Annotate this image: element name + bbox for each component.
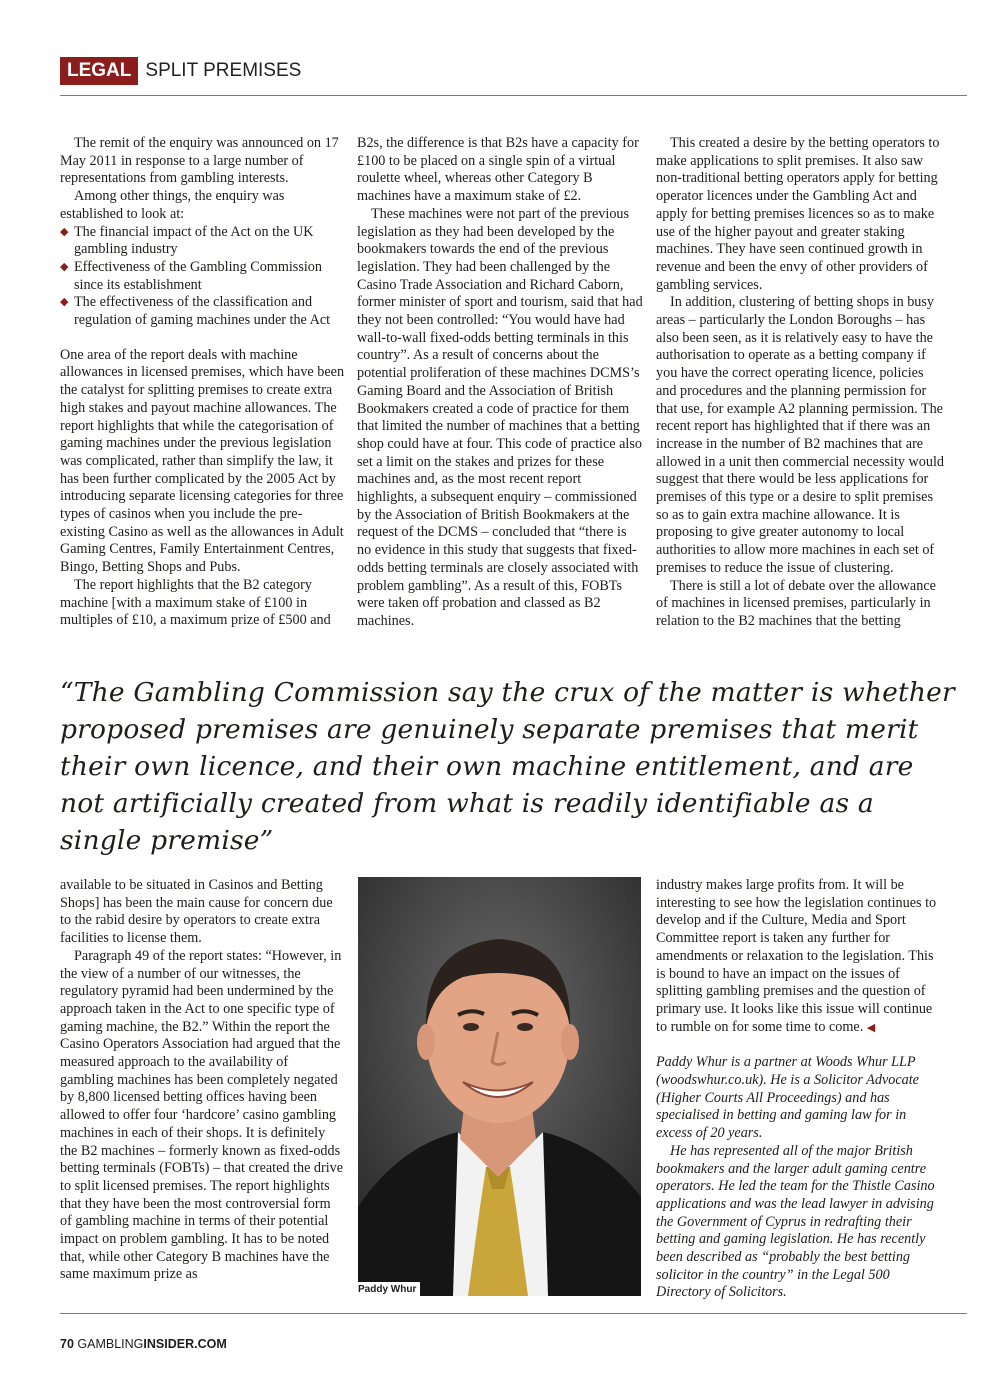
- article-column-4: [60, 877, 344, 1284]
- article-column-3: [656, 135, 946, 631]
- diamond-bullet-icon: ◆: [60, 260, 69, 273]
- paragraph: The report highlights that the B2 category machine [with a maximum stake of £100 in multiples of £10, a maximum prize of £500 and: [60, 576, 331, 629]
- paragraph: Paragraph 49 of the report states: “However, in the view of a number of our witnesses, the regulatory pyramid had been undermined by the approach taken in the Act to one specific type of gaming machine, the B2.” Within the report the Casino Operators Association had argued that the measured approach to the availability of gambling machines has been completely negated by 8,800 licensed betting offices having been allowed to offer four ‘hardcore’ casino gambling machines in each of their shops. It is definitely the B2 machines – formerly known as fixed-odds betting terminals (FOBTs) – that created the drive to split licensed premises. The report highlights that they have been the most controversial form of gambling machine in terms of their potential impact on problem gambling. It has to be noted that, while other Category B machines have the same maximum prize as: [60, 947, 344, 1283]
- diamond-bullet-icon: ◆: [60, 225, 69, 238]
- paragraph: industry makes large profits from. It will be interesting to see how the legislation continues to develop and if the Culture, Media and Sport Committee report is taken any further for amendments or relaxation to the legislation. This is bound to have an impact on the issues of splitting gambling premises and the question of primary use. It looks like this issue will continue to rumble on for some time to come. ◀: [656, 877, 937, 1035]
- paragraph: In addition, clustering of betting shops in busy areas – particularly the London Boroughs – has also been seen, as it is relatively easy to have the authorisation to operate as a betting company if you have the correct operating licence, policies and procedures and the planning permission for that use, for example A2 planning permission. The recent report has highlighted that if there was an increase in the number of B2 machines that are allowed in a unit then commercial necessity would suggest that there would be less applications for premises of this type or a desire to split premises so as to gain extra machine allowance. It is proposing to give greater autonomy to local authorities to allow more machines in each set of premises to reduce the issue of clustering.: [656, 294, 945, 576]
- portrait-illustration: [358, 877, 641, 1296]
- article-column-2: [357, 135, 644, 631]
- header-rule: [60, 95, 967, 96]
- section-title: SPLIT PREMISES: [145, 60, 302, 81]
- section-tag: LEGAL: [60, 57, 138, 85]
- bullet-list: [60, 224, 346, 330]
- paragraph: available to be situated in Casinos and Betting Shops] has been the main cause for concern due to the rabid desire by operators to create extra facilities to license them.: [60, 877, 333, 947]
- photo-caption: Paddy Whur: [358, 1282, 420, 1296]
- list-item: ◆ The effectiveness of the classification and regulation of gaming machines under the Act: [60, 294, 331, 329]
- pull-quote: “The Gambling Commission say the crux of the matter is whether proposed premises are genuinely separate premises that merit their own licence, and their own machine entitlement, and are not artificially created from what is readily identifiable as a single premise”: [60, 677, 955, 856]
- page-footer: [60, 1337, 227, 1351]
- author-photo: [358, 877, 641, 1296]
- publication-name: GAMBLINGINSIDER.COM: [77, 1337, 227, 1351]
- footer-rule: [60, 1313, 967, 1314]
- paragraph: B2s, the difference is that B2s have a capacity for £100 to be placed on a single spin of a virtual roulette wheel, whereas other Category B machines have a maximum stake of £2.: [357, 135, 639, 205]
- page-number: 70: [60, 1337, 74, 1351]
- list-item: ◆ Effectiveness of the Gambling Commission since its establishment: [60, 258, 322, 293]
- page-header: [60, 57, 301, 85]
- list-item: ◆ The financial impact of the Act on the UK gambling industry: [60, 223, 314, 258]
- paragraph: This created a desire by the betting operators to make applications to split premises. It also saw non-traditional betting operators apply for betting operator licences under the Gambling Act and apply for betting premises licences so as to make use of the higher payout and greater staking machines. They have seen continued growth in revenue and been the envy of other providers of gambling services.: [656, 135, 940, 293]
- paragraph: These machines were not part of the previous legislation as they had been developed by the bookmakers towards the end of the previous legislation. They had been challenged by the Casino Trade Association and Richard Caborn, former minister of sport and tourism, said that had they not been controlled: “You would have had wall-to-wall fixed-odds betting terminals in this country”. As a result of concerns about the potential proliferation of these machines DCMS’s Gaming Board and the Association of British Bookmakers created a code of practice for them that limited the number of machines that a betting shop could have at four. This code of practice also set a limit on the stakes and prizes for these machines and, as the most recent report highlights, a subsequent enquiry – commissioned by the Association of British Bookmakers at the request of the DCMS – concluded that “there is no evidence in this study that suggests that fixed-odds betting terminals are closely associated with problem gambling”. As a result of this, FOBTs were taken off probation and classed as B2 machines.: [357, 205, 643, 629]
- diamond-bullet-icon: ◆: [60, 296, 69, 309]
- bio-paragraph: He has represented all of the major British bookmakers and the larger adult gaming centre operators. He led the team for the Thistle Casino applications and was the lead lawyer in advising the Government of Cyprus in redrafting their betting and gaming legislation. He has recently been described as “probably the best betting solicitor in the country” in the Legal 500 Directory of Solicitors.: [656, 1142, 935, 1301]
- paragraph: One area of the report deals with machine allowances in licensed premises, which have been the catalyst for splitting premises to create extra high stakes and payout machine allowances. The report highlights that while the categorisation of gaming machines under the previous legislation was complicated, rather than simplify the law, it has been further complicated by the 2005 Act by introducing separate licensing categories for three types of casinos when you include the pre-existing Casino as well as the allowances in Adult Gaming Centres, Family Entertainment Centres, Bingo, Betting Shops and Pubs.: [60, 346, 345, 576]
- article-column-1: [60, 135, 346, 630]
- paragraph: Among other things, the enquiry was established to look at:: [60, 188, 285, 222]
- article-column-6: [656, 877, 946, 1302]
- paragraph: There is still a lot of debate over the allowance of machines in licensed premises, particularly in relation to the B2 machines that the betting: [656, 577, 936, 629]
- paragraph: The remit of the enquiry was announced on 17 May 2011 in response to a large number of representations from gambling interests.: [60, 135, 339, 187]
- bio-paragraph: Paddy Whur is a partner at Woods Whur LLP (woodswhur.co.uk). He is a Solicitor Advocate (Higher Courts All Proceedings) and has specialised in betting and gaming law for in excess of 20 years.: [656, 1054, 919, 1142]
- author-bio: [656, 1054, 946, 1302]
- end-of-article-icon: ◀: [866, 1021, 876, 1034]
